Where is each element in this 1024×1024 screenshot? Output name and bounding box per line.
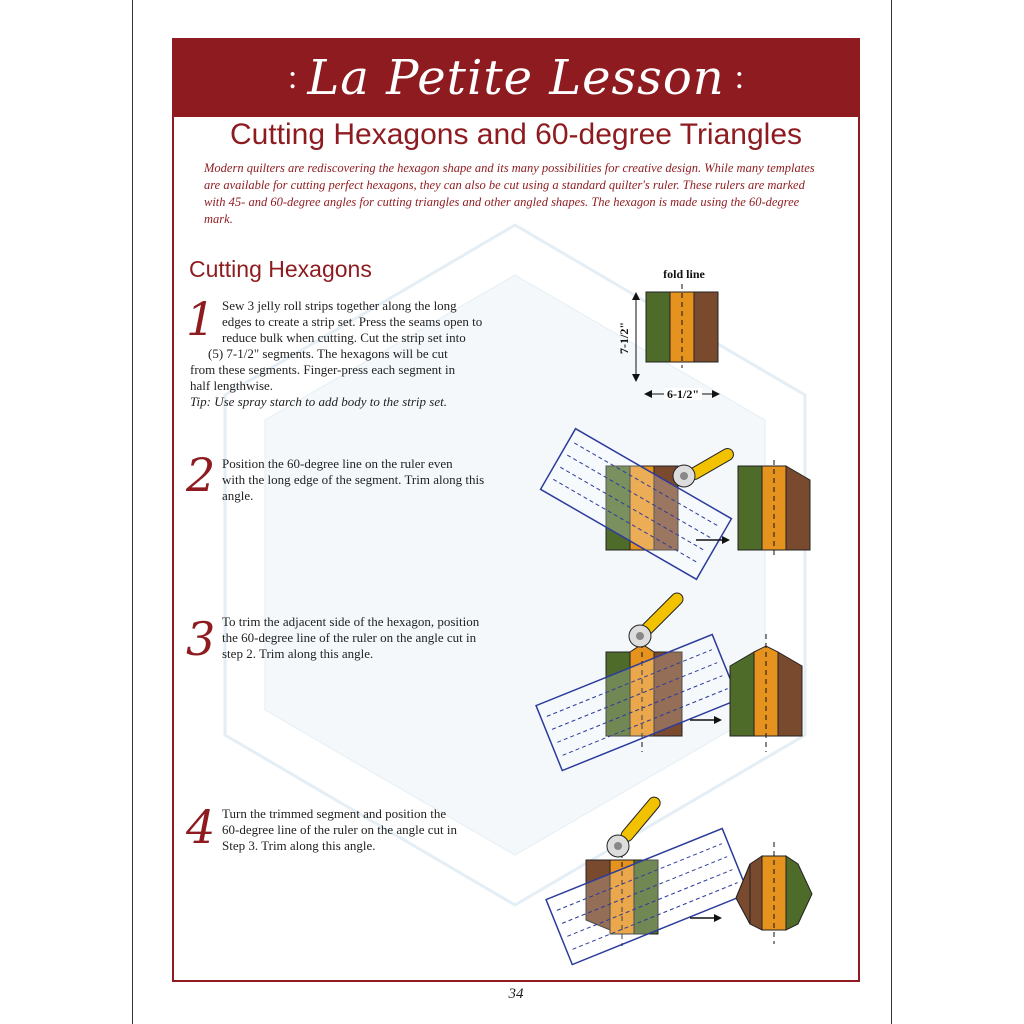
banner-title: La Petite Lesson bbox=[307, 49, 725, 106]
strip-set-diagram bbox=[617, 264, 724, 404]
step-3-number: 3 bbox=[186, 612, 216, 666]
page-title: Cutting Hexagons and 60-degree Triangles bbox=[229, 118, 803, 151]
rotary-cutter-icon bbox=[673, 446, 736, 487]
intro-paragraph: Modern quilters are rediscovering the hexagon shape and its many possibilities for creative design. While many templates are available for cutting perfect hexagons, they can also be cut using a standard quilter's ruler. These rulers are marked with 45- and 60-degree angles for cutting triangles and other angled shapes. The hexagon is made using the 60-degree mark. bbox=[204, 161, 815, 226]
step-2-number: 2 bbox=[186, 448, 216, 502]
banner-dots-right: : bbox=[734, 58, 745, 96]
third-cut-diagram bbox=[540, 790, 830, 950]
step-line: half lengthwise. bbox=[190, 378, 274, 393]
step-1-text bbox=[190, 298, 510, 410]
rotary-cutter-icon bbox=[607, 795, 663, 857]
step-tip: Tip: Use spray starch to add body to the strip set. bbox=[190, 394, 447, 409]
step-line: (5) 7-1/2" segments. The hexagons will be cut bbox=[208, 346, 448, 361]
step-line: edges to create a strip set. Press the seams open to bbox=[222, 314, 483, 329]
rotary-cutter-icon bbox=[629, 591, 685, 647]
lesson-banner bbox=[172, 38, 860, 117]
step-3-text bbox=[190, 614, 510, 662]
step-line: 60-degree line of the ruler on the angle cut in bbox=[222, 822, 457, 837]
step-line: To trim the adjacent side of the hexagon, position bbox=[222, 614, 480, 629]
step-4-text bbox=[190, 806, 510, 854]
page-number: 34 bbox=[508, 986, 524, 1002]
step-4-number: 4 bbox=[186, 800, 216, 854]
step-line: the 60-degree line of the ruler on the angle cut in bbox=[222, 630, 477, 645]
step-1-number: 1 bbox=[186, 292, 216, 346]
width-label: 6-1/2" bbox=[667, 387, 699, 401]
section-heading: Cutting Hexagons bbox=[189, 256, 372, 282]
ruler-icon bbox=[546, 828, 748, 964]
step-line: Turn the trimmed segment and position the bbox=[222, 806, 447, 821]
ruler-icon bbox=[541, 429, 732, 580]
step-2-text bbox=[190, 456, 510, 504]
banner-dots-left: : bbox=[287, 58, 298, 96]
step-line: Position the 60-degree line on the ruler even bbox=[222, 456, 453, 471]
step-line: Sew 3 jelly roll strips together along the long bbox=[222, 298, 457, 313]
height-label: 7-1/2" bbox=[617, 322, 631, 354]
second-cut-diagram bbox=[530, 596, 830, 766]
step-line: reduce bulk when cutting. Cut the strip set into bbox=[222, 330, 466, 345]
fold-line-label: fold line bbox=[663, 267, 705, 281]
step-line: from these segments. Finger-press each segment in bbox=[190, 362, 456, 377]
step-line: with the long edge of the segment. Trim along this bbox=[222, 472, 485, 487]
step-line: angle. bbox=[222, 488, 254, 503]
step-line: step 2. Trim along this angle. bbox=[222, 646, 374, 661]
first-cut-diagram bbox=[526, 424, 826, 574]
step-line: Step 3. Trim along this angle. bbox=[222, 838, 376, 853]
